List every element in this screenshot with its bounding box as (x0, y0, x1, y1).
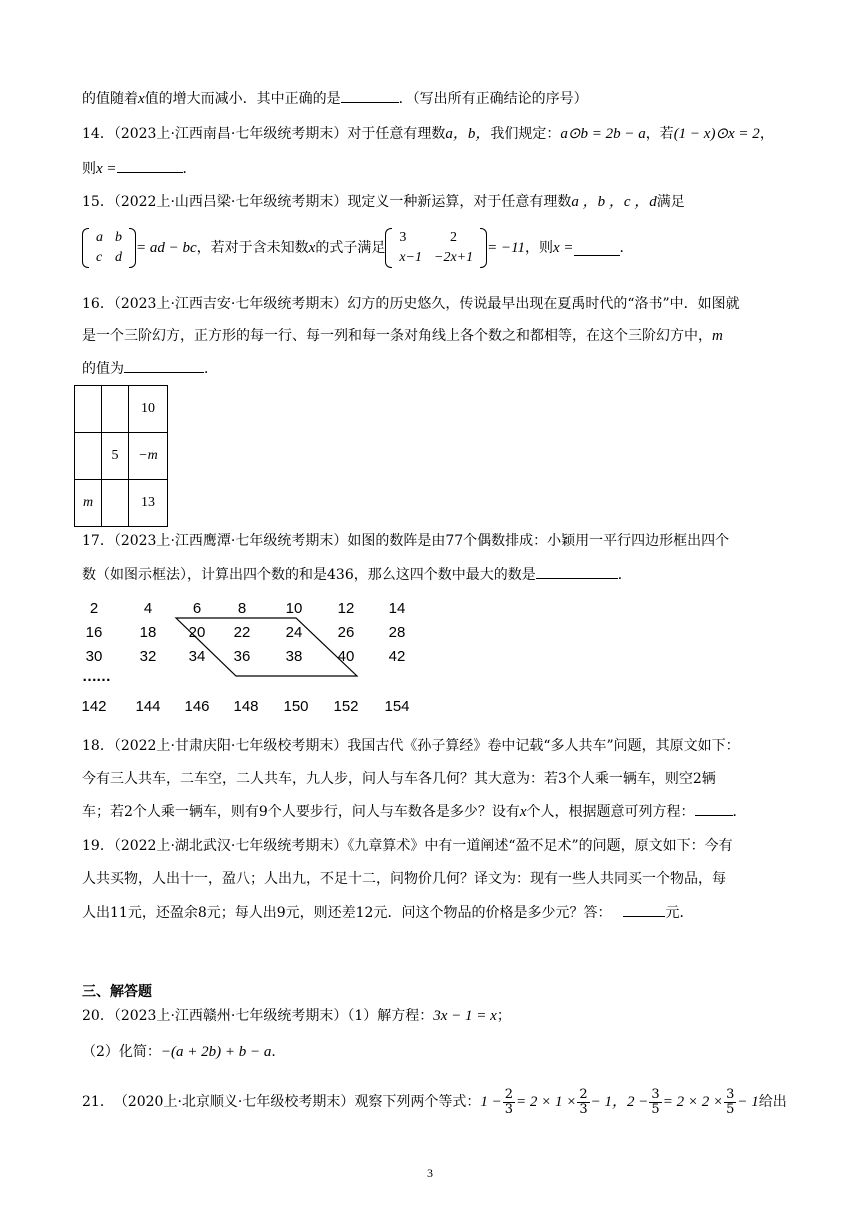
q14-text: 对于任意有理数 (347, 126, 446, 142)
matrix-cell: 3 (399, 230, 407, 245)
question-number: 21． (82, 1094, 114, 1110)
q15-var2: x = (553, 240, 574, 256)
q18-line3 (82, 801, 820, 822)
fraction-denominator: 3 (504, 1101, 514, 1117)
q19-line2: 人共买物，人出十一，盈八；人出九，不足十二，问物价几何？译文为：现有一些人共同买一个物品，每 (82, 871, 726, 887)
answer-blank[interactable] (623, 902, 665, 917)
array-cell: 6 (192, 600, 202, 617)
question-source: （2023上·江西鹰潭·七年级统考期末） (113, 533, 348, 549)
q20-sep: ； (496, 1008, 511, 1024)
question-number: 16． (82, 296, 114, 312)
q15-var: x (308, 240, 316, 256)
matrix-cell: 2 (450, 230, 458, 245)
q14-end: ． (182, 161, 197, 177)
array-cell: 40 (337, 648, 355, 665)
q15-eq2: = −11 (487, 240, 525, 256)
q21-eq-b-left: 2 − (627, 1094, 649, 1110)
array-cell: 4 (143, 600, 153, 617)
fraction (503, 1088, 515, 1117)
array-cell: 148 (233, 698, 259, 715)
q21-eq-a-mid: = 2 × 1 × (516, 1094, 577, 1110)
q21-eq-a-tail: − 1， (590, 1094, 628, 1110)
matrix-cell: b (115, 230, 122, 245)
array-dots: …… (82, 668, 110, 685)
q18-line3-text: 车；若2个人乘一辆车，则有9个人要步行，问人与车数各是多少？设有 (82, 804, 520, 820)
fraction-numerator: 2 (504, 1086, 514, 1102)
q20-part1: （1）解方程： (347, 1008, 434, 1024)
question-number: 15． (82, 194, 114, 210)
q19-line3-text: 人出11元，还盈余8元；每人出9元，则还差12元．问这个物品的价格是多少元？答： (82, 905, 612, 921)
question-number: 19． (82, 838, 114, 854)
q16-var: m (712, 328, 723, 344)
array-cell: 36 (233, 648, 251, 665)
array-cell: 142 (81, 698, 107, 715)
q15-text: 现定义一种新运算，对于任意有理数 (347, 194, 572, 210)
q14-vars: a，b， (445, 126, 491, 142)
q14-formula2: (1 − x)⊙x = 2 (673, 126, 760, 142)
q15-text2: 满足 (656, 194, 685, 210)
array-cell: 12 (337, 600, 355, 617)
q20-line1 (82, 1006, 820, 1026)
fraction (577, 1088, 589, 1117)
q18-line1 (82, 736, 820, 756)
q15-eq1: = ad − bc (136, 240, 197, 256)
magic-cell: −m (129, 433, 168, 480)
matrix-cell: a (96, 230, 103, 245)
question-source: （2022上·山西吕梁·七年级统考期末） (113, 194, 348, 210)
q20-part2: （2）化简： (82, 1044, 161, 1060)
q13-after: ．（写出所有正确结论的序号） (398, 91, 588, 107)
question-source: （2022上·甘肃庆阳·七年级校考期末） (113, 738, 348, 754)
q17-line2-text: 数（如图示框法），计算出四个数的和是436，那么这四个数中最大的数是 (82, 567, 536, 583)
q18-end: ． (732, 804, 747, 820)
fraction (649, 1088, 661, 1117)
question-source: （2022上·湖北武汉·七年级统考期末） (113, 838, 348, 854)
matrix-cell: −2x+1 (434, 250, 474, 265)
page-number: 3 (427, 1166, 433, 1180)
array-cell: 14 (388, 600, 406, 617)
fraction-denominator: 5 (651, 1101, 660, 1117)
fraction-numerator: 3 (651, 1086, 660, 1102)
q18-line3b-text: 个人，根据题意可列方程： (526, 804, 695, 820)
fraction-numerator: 2 (579, 1086, 588, 1102)
question-number: 14． (82, 126, 114, 142)
answer-blank[interactable] (695, 801, 733, 816)
array-cell: 8 (237, 600, 247, 617)
q18-var: x (519, 804, 527, 820)
q18-line2: 今有三人共车，二车空，二人共车，九人步，问人与车各几何？其大意为：若3个人乘一辆车，则空2辆 (82, 771, 716, 787)
section-heading: 三、解答题 (82, 984, 152, 1000)
q19-line1 (82, 836, 820, 856)
q14-text2: 我们规定： (490, 126, 561, 142)
array-cell: 32 (139, 648, 157, 665)
q16-line2-text: 是一个三阶幻方，正方形的每一行、每一列和每一条对角线上各个数之和都相等，在这个三阶幻方中， (82, 328, 712, 344)
q15-text5: ，则 (525, 240, 553, 256)
q21-eq-b-mid: = 2 × 2 × (662, 1094, 724, 1110)
array-cell: 34 (188, 648, 206, 665)
fraction-denominator: 5 (726, 1101, 735, 1117)
q16-end: ． (204, 361, 218, 377)
q15-text3: ，若对于含未知数 (196, 240, 309, 256)
array-cell: 154 (384, 698, 410, 715)
q13-text: 的值随着 (82, 91, 138, 107)
array-cell: 42 (388, 648, 406, 665)
q21-text: 观察下列两个等式： (354, 1094, 481, 1110)
q14-text4: ， (759, 126, 774, 142)
q14-formula: a⊙b = 2b − a (560, 126, 646, 142)
q20-line2 (82, 1042, 820, 1062)
q21-eq-b-tail: − 1 (737, 1094, 759, 1110)
magic-cell: 5 (102, 433, 129, 480)
q15-end: ． (619, 240, 634, 256)
array-cell: 2 (89, 600, 99, 617)
q19-text: 《九章算术》中有一道阐述“盈不足术”的问题，原文如下：今有 (347, 838, 733, 854)
magic-cell: m (75, 480, 102, 527)
q19-unit: 元． (665, 905, 694, 921)
array-cell: 22 (233, 624, 251, 641)
array-cell: 26 (337, 624, 355, 641)
question-source: （2023上·江西吉安·七年级统考期末） (113, 296, 348, 312)
q20-eq2: −(a + 2b) + b − a (160, 1044, 272, 1060)
q15-text4: 的式子满足 (315, 240, 386, 256)
q21-eq-a-left: 1 − (480, 1094, 502, 1110)
q21-line1 (82, 1082, 820, 1122)
q14-var: x = (96, 161, 117, 177)
q16-text: 幻方的历史悠久，传说最早出现在夏禹时代的“洛书”中．如图就 (347, 296, 740, 312)
q14-line2-text: 则 (82, 161, 96, 177)
array-cell: 18 (139, 624, 157, 641)
question-number: 17． (82, 533, 114, 549)
magic-cell: 13 (129, 480, 168, 527)
fraction (724, 1088, 736, 1117)
array-cell: 28 (388, 624, 406, 641)
question-source: （2023上·江西南昌·七年级统考期末） (113, 126, 348, 142)
matrix-cell: x−1 (399, 250, 422, 265)
q18-text: 我国古代《孙子算经》卷中记载“多人共车”问题，其原文如下： (347, 738, 740, 754)
array-cell: 152 (333, 698, 359, 715)
array-cell: 146 (184, 698, 210, 715)
q14-text3: ，若 (645, 126, 674, 142)
q15-vars: a ，b ，c ，d (571, 194, 657, 210)
matrix-cell: d (115, 250, 122, 265)
question-number: 18． (82, 738, 114, 754)
array-cell: 10 (285, 600, 303, 617)
q16-line3-text: 的值为 (82, 361, 124, 377)
q20-end: ． (271, 1044, 286, 1060)
array-cell: 150 (283, 698, 309, 715)
fraction-denominator: 3 (579, 1101, 588, 1117)
array-cell: 144 (135, 698, 161, 715)
array-cell: 20 (188, 624, 206, 641)
matrix-cell: c (96, 250, 103, 265)
q17-text: 如图的数阵是由77个偶数排成：小颖用一平行四边形框出四个 (347, 533, 730, 549)
question-source: （2020上·北京顺义·七年级校考期末） (113, 1094, 355, 1110)
array-cell: 30 (85, 648, 103, 665)
question-number: 20． (82, 1008, 114, 1024)
array-cell: 16 (85, 624, 103, 641)
array-cell: 24 (285, 624, 303, 641)
fraction-numerator: 3 (726, 1086, 735, 1102)
q21-after: 给出 (758, 1094, 787, 1110)
q17-end: ． (617, 567, 632, 583)
q20-eq1: 3x − 1 = x (433, 1008, 497, 1024)
array-cell: 38 (285, 648, 303, 665)
q13-var: x (138, 91, 145, 107)
q13-text2: 值的增大而减小．其中正确的是 (144, 91, 341, 107)
q19-line3 (82, 902, 820, 923)
magic-cell: 10 (129, 386, 168, 433)
question-source: （2023上·江西赣州·七年级统考期末） (113, 1008, 348, 1024)
